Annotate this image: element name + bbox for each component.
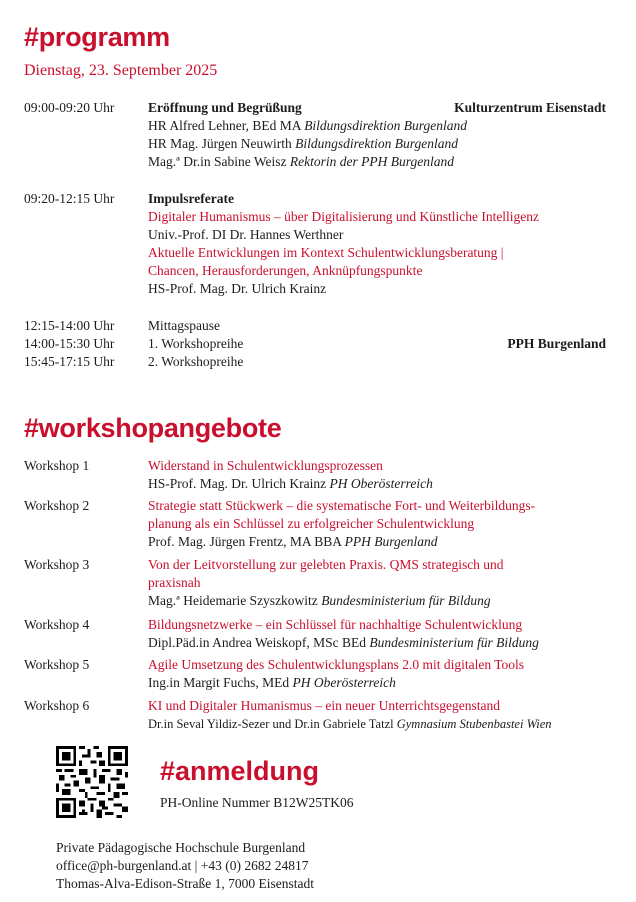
speaker-name: Univ.-Prof. DI Dr. Hannes Werthner [148, 227, 344, 242]
time-slot: 12:15-14:00 Uhr [24, 318, 115, 333]
workshop-speaker: Dipl.Päd.in Andrea Weiskopf, MSc BEd [148, 635, 367, 650]
session-title: Impulsreferate [148, 191, 234, 206]
workshop-speaker: Ing.in Margit Fuchs, MEd [148, 675, 290, 690]
workshop-label: Workshop 5 [24, 657, 90, 672]
workshop-label: Workshop 1 [24, 458, 90, 473]
workshop-org: PPH Burgenland [344, 534, 438, 549]
event-date: Dienstag, 23. September 2025 [24, 62, 218, 79]
workshop-title: praxisnah [148, 575, 201, 590]
workshop-org: PH Oberösterreich [329, 476, 433, 491]
time-slot: 09:20-12:15 Uhr [24, 191, 115, 206]
workshop-org: Bundesministerium für Bildung [369, 635, 539, 650]
time-slot: 14:00-15:30 Uhr [24, 336, 115, 351]
workshop-label: Workshop 6 [24, 698, 90, 713]
contact-footer [56, 839, 314, 893]
workshop-label: Workshop 4 [24, 617, 90, 632]
workshop-label: Workshop 3 [24, 557, 90, 572]
speaker-name: HR Alfred Lehner, BEd MA [148, 118, 301, 133]
workshop-speaker: Prof. Mag. Jürgen Frentz, MA BBA [148, 534, 342, 549]
speaker-org: Bildungsdirektion Burgenland [304, 118, 468, 133]
workshop-title: Von der Leitvorstellung zur gelebten Praxis. QMS strategisch und [148, 557, 504, 572]
workshop-label: Workshop 2 [24, 498, 90, 513]
session-title: Eröffnung und Begrüßung [148, 100, 302, 115]
slot-label: 2. Workshopreihe [148, 354, 244, 369]
venue-label: PPH Burgenland [507, 336, 606, 351]
slot-label: Mittagspause [148, 318, 220, 333]
speaker-org: Rektorin der PPH Burgenland [289, 154, 454, 169]
speaker-name: Mag.ª Dr.in Sabine Weisz [148, 154, 287, 169]
workshop-title: Bildungsnetzwerke – ein Schlüssel für nachhaltige Schulentwicklung [148, 617, 523, 632]
talk-title: Chancen, Herausforderungen, Anknüpfungspunkte [148, 263, 423, 278]
talk-title: Aktuelle Entwicklungen im Kontext Schulentwicklungsberatung | [148, 245, 504, 260]
workshop-speaker: Mag.ª Heidemarie Szyszkowitz [148, 593, 318, 608]
workshop-speaker: Dr.in Seval Yildiz-Sezer und Dr.in Gabriele Tatzl [148, 717, 394, 731]
anmeldung-heading: #anmeldung [160, 756, 320, 786]
slot-label: 1. Workshopreihe [148, 336, 244, 351]
qr-code-image [56, 746, 128, 818]
time-slot: 15:45-17:15 Uhr [24, 354, 115, 369]
talk-title: Digitaler Humanismus – über Digitalisierung und Künstliche Intelligenz [148, 209, 540, 224]
institution-name: Private Pädagogische Hochschule Burgenland [56, 840, 306, 855]
address: Thomas-Alva-Edison-Straße 1, 7000 Eisenstadt [56, 876, 314, 891]
workshop-title: Agile Umsetzung des Schulentwicklungsplans 2.0 mit digitalen Tools [148, 657, 525, 672]
speaker-org: Bildungsdirektion Burgenland [295, 136, 458, 151]
speaker-name: HS-Prof. Mag. Dr. Ulrich Krainz [148, 281, 327, 296]
speaker-name: HR Mag. Jürgen Neuwirth [148, 136, 292, 151]
contact-info[interactable]: office@ph-burgenland.at | +43 (0) 2682 24817 [56, 858, 309, 873]
workshop-title: planung als ein Schlüssel zu erfolgreicher Schulentwicklung [148, 516, 475, 531]
time-slot: 09:00-09:20 Uhr [24, 100, 115, 115]
workshop-org: PH Oberösterreich [292, 675, 396, 690]
workshop-title: Widerstand in Schulentwicklungsprozessen [148, 458, 383, 473]
venue-label: Kulturzentrum Eisenstadt [454, 100, 606, 115]
workshop-org: Gymnasium Stubenbastei Wien [396, 717, 552, 731]
workshop-title: Strategie statt Stückwerk – die systematische Fort- und Weiterbildungs- [148, 498, 536, 513]
workshop-speaker: HS-Prof. Mag. Dr. Ulrich Krainz [148, 476, 327, 491]
qr-code[interactable] [56, 746, 128, 818]
programm-heading: #programm [24, 22, 170, 52]
workshop-title: KI und Digitaler Humanismus – ein neuer Unterrichtsgegenstand [148, 698, 501, 713]
workshop-org: Bundesministerium für Bildung [321, 593, 491, 608]
workshops-heading: #workshopangebote [24, 413, 282, 443]
ph-online-number: PH-Online Nummer B12W25TK06 [160, 795, 354, 810]
